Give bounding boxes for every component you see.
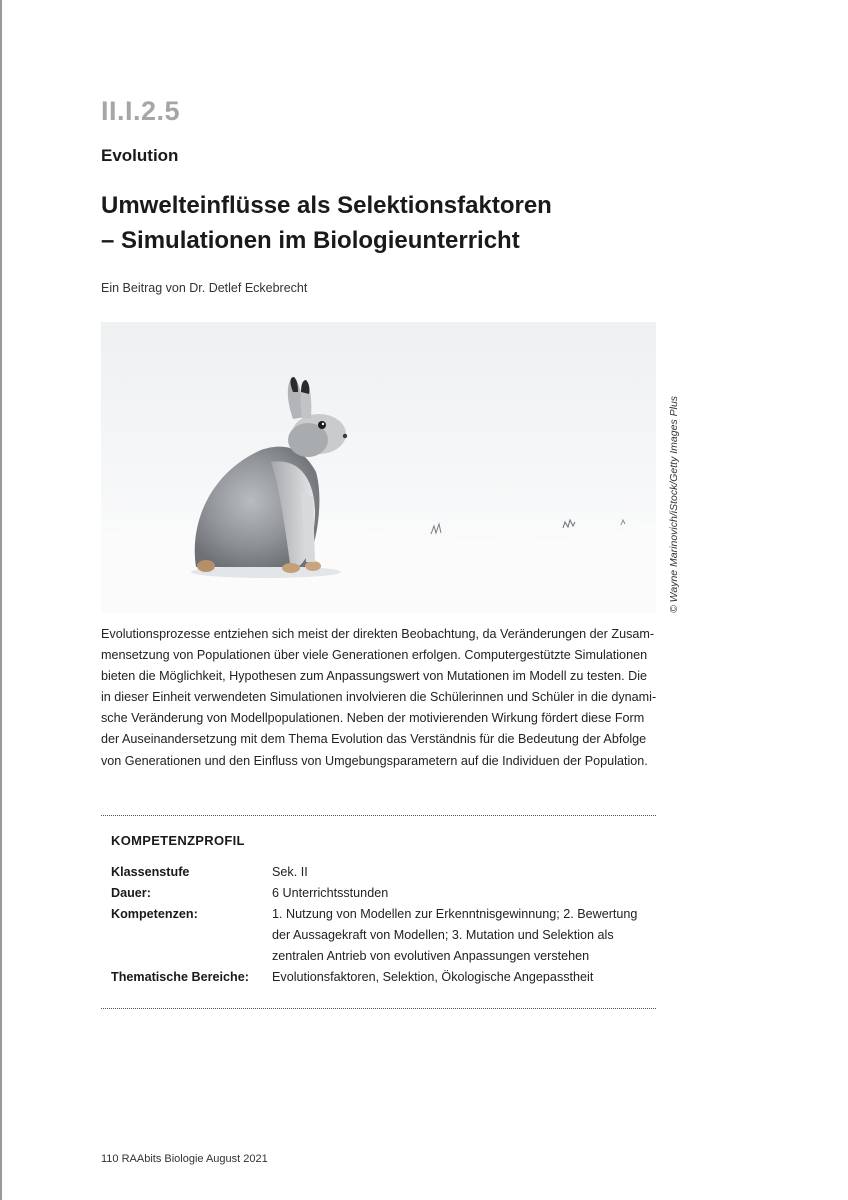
intro-line: in dieser Einheit verwendeten Simulationen involvieren die Schülerinnen und Schüler in die dynami- <box>101 690 657 705</box>
intro-line: bieten die Möglichkeit, Hypothesen zum Anpassungswert von Mutationen im Modell zu testen. Die <box>101 669 648 684</box>
intro-line: von Generationen und den Einfluss von Umgebungsparametern auf die Individuen der Population. <box>101 753 648 768</box>
profile-value-line: Evolutionsfaktoren, Selektion, Ökologische Angepasstheit <box>272 970 594 984</box>
profile-value-line: zentralen Antrieb von evolutiven Anpassungen verstehen <box>272 949 590 963</box>
profile-label: Dauer: <box>111 886 151 900</box>
profile-label: Thematische Bereiche: <box>111 970 249 984</box>
intro-line: Evolutionsprozesse entziehen sich meist der direkten Beobachtung, da Veränderungen der Zusam- <box>101 627 655 641</box>
page-title <box>101 188 661 258</box>
profile-value <box>272 904 662 967</box>
intro-line: mensetzung von Populationen über viele Generationen erfolgen. Computergestützte Simulationen <box>101 648 648 663</box>
hare-illustration <box>101 322 656 613</box>
author-byline: Ein Beitrag von Dr. Detlef Eckebrecht <box>101 281 308 295</box>
profile-value-line: 6 Unterrichtsstunden <box>272 886 389 900</box>
profile-value <box>272 967 662 988</box>
profile-value-line: der Aussagekraft von Modellen; 3. Mutation und Selektion als <box>272 928 614 942</box>
profile-value <box>272 862 662 883</box>
title-line: Umwelteinflüsse als Selektionsfaktoren <box>101 192 552 219</box>
profile-label: Kompetenzen: <box>111 907 198 921</box>
profile-value <box>272 883 662 904</box>
divider-bottom <box>101 1008 656 1009</box>
intro-paragraph <box>101 624 657 772</box>
intro-line: der Auseinandersetzung mit dem Thema Evolution das Verständnis für die Bedeutung der Abfolge <box>101 732 647 747</box>
title-line: – Simulationen im Biologieunterricht <box>101 227 520 254</box>
profile-heading: KOMPETENZPROFIL <box>111 833 245 848</box>
photo-credit: © Wayne Marinovich/iStock/Getty Images Plus <box>668 395 680 613</box>
profile-label: Klassenstufe <box>111 865 190 879</box>
page-footer: 110 RAAbits Biologie August 2021 <box>101 1153 268 1165</box>
divider-top <box>101 815 656 816</box>
hare-photo <box>101 322 656 613</box>
intro-line: sche Veränderung von Modellpopulationen. Neben der motivierenden Wirkung fördert diese Form <box>101 711 645 726</box>
page-edge-line <box>0 0 2 1200</box>
profile-value-line: Sek. II <box>272 865 308 879</box>
profile-value-line: 1. Nutzung von Modellen zur Erkenntnisgewinnung; 2. Bewertung <box>272 907 638 921</box>
section-code: II.I.2.5 <box>101 96 181 126</box>
subject-heading: Evolution <box>101 146 179 165</box>
